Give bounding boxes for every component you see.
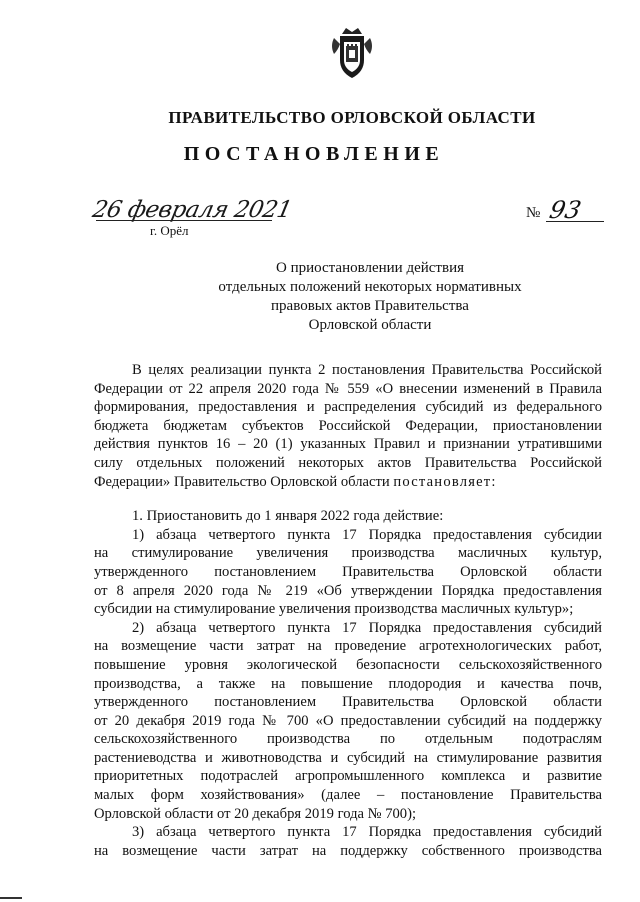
document-body (94, 361, 602, 860)
body-line: В целях реализации пункта 2 постановления Правительства Российской (132, 362, 602, 378)
scan-edge-mark (0, 897, 22, 899)
body-line: производства, а также на повышение плодородия и качества почв, (94, 675, 602, 692)
body-line: 1) абзаца четвертого пункта 17 Порядка предоставления субсидии (132, 526, 602, 543)
date-underline (96, 220, 272, 221)
body-line: на возмещение части затрат на проведение агротехнологических работ, (94, 638, 602, 655)
body-line: растениеводства и животноводства и субсидий на стимулирование развития (94, 749, 602, 766)
handwritten-number: 93 (547, 196, 584, 224)
body-text: Федерации» Правительство Орловской области (94, 473, 390, 490)
body-line: от 20 декабря 2019 года № 700 «О предоставлении субсидий на поддержку (94, 712, 602, 729)
body-line: Федерации от 22 апреля 2020 года № 559 «О внесении изменений в Правила (94, 380, 602, 397)
body-line: 1. Приостановить до 1 января 2022 года действие: (132, 508, 444, 525)
subject-line: правовых актов Правительства (271, 298, 469, 314)
body-line: на стимулирование увеличения производства масличных культур, (94, 545, 602, 562)
subject-line: отдельных положений некоторых нормативных (218, 279, 522, 295)
body-line: малых форм хозяйствования» (далее – постановление Правительства (94, 787, 602, 804)
body-line (94, 473, 602, 492)
city-label: г. Орёл (150, 223, 189, 238)
body-line: на возмещение части затрат на поддержку собственного производства (94, 842, 602, 859)
body-line: повышение уровня экологической безопасности сельскохозяйственного (94, 656, 602, 673)
subject-line: О приостановлении действия (276, 260, 464, 276)
body-line: Орловской области от 20 декабря 2019 года № 700); (94, 805, 417, 822)
body-line: сельскохозяйственного производства по отдельным подотраслям (94, 731, 602, 748)
number-label: № (526, 205, 541, 221)
handwritten-date: 26 февраля 2021 (90, 197, 294, 223)
document-subject (0, 259, 640, 335)
body-line: от 8 апреля 2020 года № 219 «Об утверждении Порядка предоставления (94, 582, 602, 599)
body-line: 2) абзаца четвертого пункта 17 Порядка предоставления субсидий (132, 619, 602, 636)
body-line: формирования, предоставления и распределения субсидий из федерального (94, 399, 602, 416)
body-line: приоритетных подотраслей агропромышленного комплекса и развитие (94, 768, 602, 785)
body-line: силу отдельных положений некоторых актов Правительства Российской (94, 454, 602, 471)
coat-of-arms-icon (328, 24, 376, 80)
body-line: 3) абзаца четвертого пункта 17 Порядка предоставления субсидий (132, 824, 602, 841)
subject-line: Орловской области (308, 317, 432, 333)
number-underline (546, 221, 604, 222)
body-line: утвержденного постановлением Правительства Орловской области (94, 694, 602, 711)
body-line: действия пунктов 16 – 20 (1) указанных Правил и признании утратившими (94, 436, 602, 453)
resolution-word: постановляет: (393, 473, 497, 490)
organization-title: ПРАВИТЕЛЬСТВО ОРЛОВСКОЙ ОБЛАСТИ (168, 108, 536, 127)
body-line: утвержденного постановлением Правительства Орловской области (94, 563, 602, 580)
body-line: бюджета бюджетам субъектов Российской Федерации, приостановлении (94, 417, 602, 434)
body-line: субсидии на стимулирование увеличения производства масличных культур»; (94, 601, 574, 618)
document-type-title: ПОСТАНОВЛЕНИЕ (183, 143, 445, 165)
